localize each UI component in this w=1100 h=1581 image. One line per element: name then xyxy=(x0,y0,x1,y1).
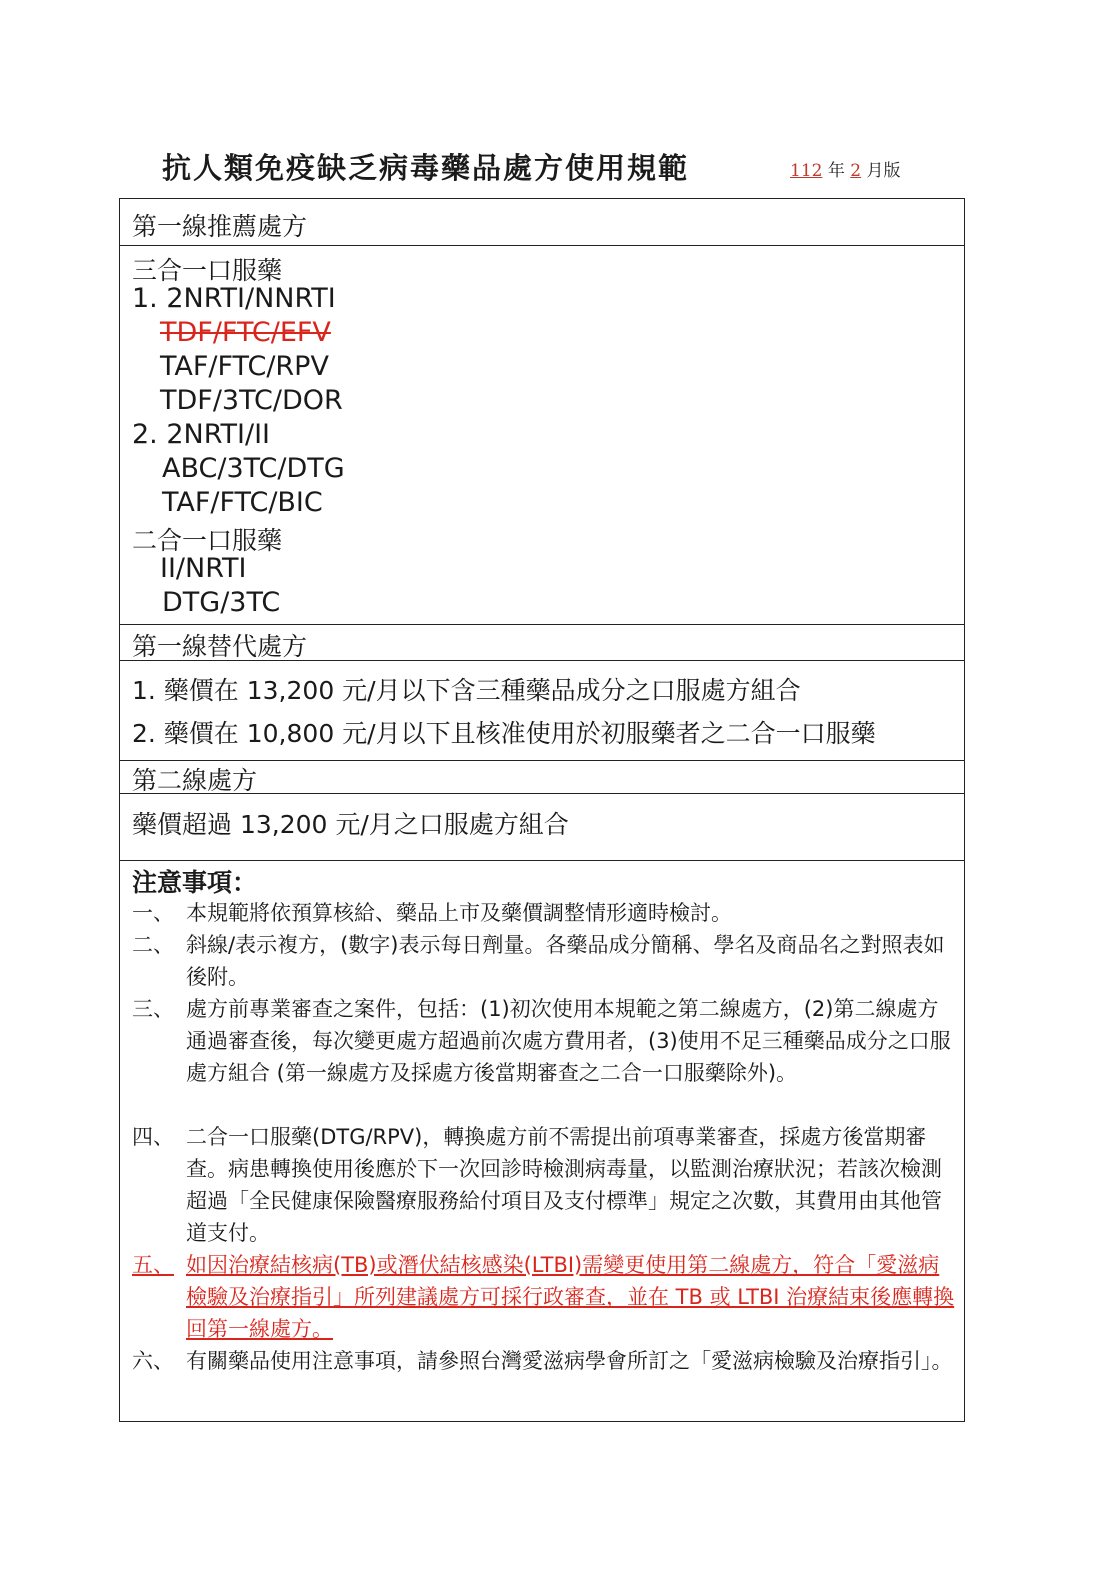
note-number: 六、 xyxy=(132,1349,174,1373)
double-class: II/NRTI xyxy=(160,553,247,584)
alternative-item: 2. 藥價在 10,800 元/月以下且核准使用於初服藥者之二合一口服藥 xyxy=(132,719,876,748)
note-text: 二合一口服藥(DTG/RPV)，轉換處方前不需提出前項專業審查，採處方後當期審查。病患轉換使用後應於下一次回診時檢測病毒量，以監測治療狀況；若該次檢測超過「全民健康保險醫療服務給付項目及支付標準」規定之次數，其費用由其他管道支付。 xyxy=(186,1125,942,1245)
divider xyxy=(120,793,964,794)
note-item xyxy=(120,1121,966,1249)
group1-label: 1. 2NRTI/NNRTI xyxy=(132,283,336,314)
second-line-header: 第二線處方 xyxy=(132,766,258,795)
version-label xyxy=(790,156,901,181)
divider xyxy=(120,624,964,625)
note-text: 有關藥品使用注意事項，請參照台灣愛滋病學會所訂之「愛滋病檢驗及治療指引」。 xyxy=(186,1349,953,1373)
alternative-header: 第一線替代處方 xyxy=(132,632,308,661)
note-number: 四、 xyxy=(132,1125,174,1149)
note-number: 二、 xyxy=(132,933,174,957)
note-item xyxy=(120,993,966,1121)
drug-item: TAF/FTC/RPV xyxy=(160,351,329,382)
drug-item: TAF/FTC/BIC xyxy=(162,487,323,518)
note-text: 本規範將依預算核給、藥品上市及藥價調整情形適時檢討。 xyxy=(186,901,732,925)
notes-header: 注意事項： xyxy=(132,868,258,897)
divider xyxy=(120,860,964,861)
alternative-item: 1. 藥價在 13,200 元/月以下含三種藥品成分之口服處方組合 xyxy=(132,676,801,705)
note-item xyxy=(120,929,966,993)
divider xyxy=(120,245,964,246)
double-header: 二合一口服藥 xyxy=(132,526,283,555)
drug-item: DTG/3TC xyxy=(162,587,281,618)
note-item-highlighted xyxy=(120,1249,966,1345)
note-text: 如因治療結核病(TB)或潛伏結核感染(LTBI)需變更使用第二線處方，符合「愛滋病檢驗及治療指引」所列建議處方可採行政審查，並在 TB 或 LTBI 治療結束後應轉換回第一線處方。 xyxy=(186,1253,955,1341)
page-title: 抗人類免疫缺乏病毒藥品處方使用規範 xyxy=(162,151,690,185)
drug-item-struck: TDF/FTC/EFV xyxy=(160,317,331,348)
note-number: 三、 xyxy=(132,997,174,1021)
note-number: 一、 xyxy=(132,901,174,925)
version-month-unit: 月版 xyxy=(866,161,901,181)
note-item xyxy=(120,1345,966,1409)
version-year: 112 xyxy=(790,161,823,181)
version-month: 2 xyxy=(850,161,862,181)
first-line-header: 第一線推薦處方 xyxy=(132,212,308,241)
note-text: 斜線/表示複方，(數字)表示每日劑量。各藥品成分簡稱、學名及商品名之對照表如後附。 xyxy=(186,933,945,989)
drug-item: ABC/3TC/DTG xyxy=(162,453,345,484)
drug-item: TDF/3TC/DOR xyxy=(160,385,343,416)
regulation-table xyxy=(119,198,965,1422)
divider xyxy=(120,660,964,661)
version-year-unit: 年 xyxy=(827,161,845,181)
note-number: 五、 xyxy=(132,1253,174,1277)
note-text: 處方前專業審查之案件，包括：(1)初次使用本規範之第二線處方，(2)第二線處方通過審查後，每次變更處方超過前次處方費用者，(3)使用不足三種藥品成分之口服處方組合 (第一線處方及採處方後當期審查之二合一口服藥除外)。 xyxy=(186,997,951,1085)
group2-label: 2. 2NRTI/II xyxy=(132,419,270,450)
second-line-text: 藥價超過 13,200 元/月之口服處方組合 xyxy=(132,810,569,839)
triple-header: 三合一口服藥 xyxy=(132,256,283,285)
